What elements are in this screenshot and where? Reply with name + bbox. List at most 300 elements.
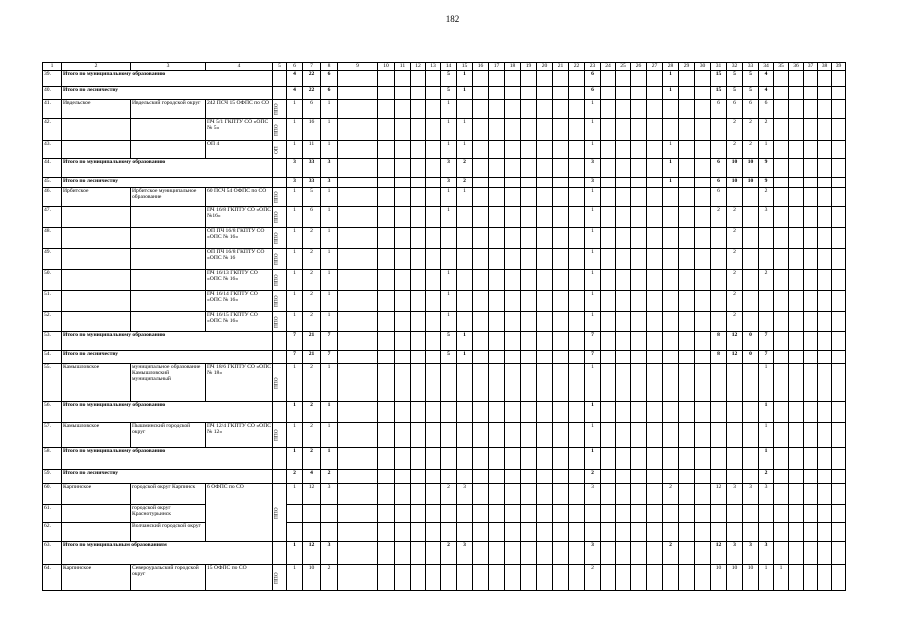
value-cell-14 [441,470,457,484]
value-cell-34: 1 [759,423,774,448]
value-cell-14: 1 [441,312,457,332]
value-cell-7: 33 [303,178,321,188]
value-cell-29 [679,484,695,505]
value-cell-25 [616,188,631,207]
table-row [43,364,846,402]
value-cell-13 [426,423,441,448]
value-cell-37 [804,332,818,351]
value-cell-38 [818,178,832,188]
value-cell-10 [378,484,395,505]
header-cell-30: 30 [695,63,711,71]
value-cell-33 [743,423,759,448]
value-cell-26 [631,207,647,228]
value-cell-21 [553,505,569,523]
value-cell-35 [774,291,789,312]
value-cell-13 [426,291,441,312]
value-cell-28 [663,291,679,312]
value-cell-36 [789,249,804,270]
value-cell-17 [489,484,505,505]
value-cell-28 [663,423,679,448]
table-row [43,207,846,228]
cell-5 [273,542,287,565]
value-cell-15 [457,523,473,542]
value-cell-20 [537,542,553,565]
value-cell-32: 2 [727,228,743,249]
header-cell-38: 38 [818,63,832,71]
value-cell-38 [818,141,832,159]
value-cell-28 [663,505,679,523]
value-cell-17 [489,523,505,542]
value-cell-16 [473,364,489,402]
municipality-name: муниципальное образование Камышловский муниципальный [131,364,206,402]
unit-type: ППО [273,270,287,291]
value-cell-9 [338,523,378,542]
value-cell-24 [601,523,616,542]
value-cell-28 [663,351,679,364]
page-number: 182 [445,14,460,24]
value-cell-6: 1 [287,448,303,470]
value-cell-25 [616,119,631,141]
value-cell-11 [395,228,411,249]
value-cell-19 [521,423,537,448]
value-cell-36 [789,270,804,291]
value-cell-32: 10 [727,159,743,178]
value-cell-27 [647,351,663,364]
header-cell-4: 4 [206,63,273,71]
value-cell-36 [789,505,804,523]
value-cell-13 [426,364,441,402]
value-cell-23: 3 [585,542,601,565]
value-cell-6: 1 [287,100,303,119]
value-cell-23: 1 [585,141,601,159]
value-cell-28: 2 [663,484,679,505]
value-cell-14: 3 [441,159,457,178]
value-cell-23: 1 [585,402,601,423]
value-cell-23: 2 [585,565,601,591]
table-row [43,470,846,484]
value-cell-6: 7 [287,332,303,351]
value-cell-37 [804,312,818,332]
value-cell-24 [601,71,616,87]
value-cell-27 [647,100,663,119]
value-cell-10 [378,423,395,448]
value-cell-9 [338,207,378,228]
value-cell-27 [647,249,663,270]
value-cell-12 [411,565,426,591]
value-cell-20 [537,141,553,159]
header-cell-35: 35 [774,63,789,71]
table-row [43,141,846,159]
header-cell-10: 10 [378,63,395,71]
value-cell-22 [569,207,585,228]
total-label: Итого по муниципальному образованию [62,402,273,423]
value-cell-9 [338,291,378,312]
row-number: 56. [43,402,62,423]
value-cell-21 [553,523,569,542]
value-cell-30 [695,505,711,523]
value-cell-18 [505,402,521,423]
value-cell-7: 12 [303,484,321,505]
value-cell-11 [395,484,411,505]
value-cell-33: 5 [743,71,759,87]
table-row [43,484,846,505]
value-cell-25 [616,542,631,565]
value-cell-6: 1 [287,364,303,402]
row-number: 46. [43,188,62,207]
value-cell-27 [647,87,663,100]
value-cell-35 [774,87,789,100]
value-cell-17 [489,423,505,448]
value-cell-21 [553,332,569,351]
value-cell-38 [818,71,832,87]
value-cell-35 [774,207,789,228]
value-cell-12 [411,505,426,523]
value-cell-29 [679,364,695,402]
value-cell-15: 3 [457,542,473,565]
value-cell-37 [804,423,818,448]
value-cell-27 [647,364,663,402]
value-cell-33 [743,470,759,484]
header-cell-7: 7 [303,63,321,71]
unit-name: ОП 4 [206,141,273,159]
value-cell-33: 3 [743,542,759,565]
value-cell-14 [441,249,457,270]
value-cell-33: 5 [743,87,759,100]
value-cell-12 [411,228,426,249]
value-cell-31 [711,364,727,402]
value-cell-21 [553,470,569,484]
value-cell-29 [679,100,695,119]
value-cell-20 [537,87,553,100]
value-cell-18 [505,188,521,207]
value-cell-13 [426,188,441,207]
value-cell-34: 1 [759,402,774,423]
value-cell-29 [679,291,695,312]
value-cell-22 [569,228,585,249]
value-cell-8: 1 [321,291,338,312]
value-cell-34 [759,228,774,249]
value-cell-18 [505,542,521,565]
value-cell-28 [663,188,679,207]
value-cell-30 [695,364,711,402]
value-cell-30 [695,470,711,484]
header-cell-20: 20 [537,63,553,71]
value-cell-12 [411,312,426,332]
value-cell-36 [789,565,804,591]
row-number: 64. [43,565,62,591]
value-cell-33: 10 [743,178,759,188]
value-cell-7: 6 [303,100,321,119]
value-cell-8: 2 [321,565,338,591]
value-cell-12 [411,470,426,484]
table-row [43,565,846,591]
row-number: 54. [43,351,62,364]
value-cell-27 [647,448,663,470]
value-cell-10 [378,332,395,351]
value-cell-23: 1 [585,207,601,228]
unit-name: ПЧ 16/13 ГКПТУ СО «ОПС № 16» [206,270,273,291]
value-cell-8: 1 [321,364,338,402]
value-cell-21 [553,312,569,332]
value-cell-11 [395,332,411,351]
value-cell-38 [818,119,832,141]
value-cell-34: 1 [759,448,774,470]
value-cell-8: 1 [321,141,338,159]
value-cell-32: 6 [727,100,743,119]
unit-name: ПЧ 16/14 ГКПТУ СО «ОПС № 16» [206,291,273,312]
value-cell-23: 1 [585,228,601,249]
value-cell-36 [789,423,804,448]
value-cell-31 [711,141,727,159]
value-cell-39 [832,71,846,87]
value-cell-19 [521,228,537,249]
unit-name: ОП ПЧ 16/8 ГКПТУ СО «ОПС № 16 [206,249,273,270]
value-cell-12 [411,249,426,270]
header-cell-24: 24 [601,63,616,71]
value-cell-35 [774,249,789,270]
value-cell-34: 7 [759,332,774,351]
value-cell-36 [789,178,804,188]
value-cell-10 [378,100,395,119]
row-number: 49. [43,249,62,270]
value-cell-6: 1 [287,484,303,505]
value-cell-9 [338,270,378,291]
total-label: Итого по лесничеству [62,351,273,364]
value-cell-11 [395,87,411,100]
value-cell-28 [663,402,679,423]
value-cell-25 [616,312,631,332]
value-cell-24 [601,207,616,228]
row-number: 57. [43,423,62,448]
value-cell-11 [395,100,411,119]
table-row [43,291,846,312]
value-cell-18 [505,87,521,100]
value-cell-13 [426,249,441,270]
value-cell-33: 0 [743,332,759,351]
cell-5 [273,87,287,100]
value-cell-31: 8 [711,351,727,364]
value-cell-27 [647,291,663,312]
value-cell-23: 1 [585,119,601,141]
value-cell-22 [569,402,585,423]
value-cell-27 [647,423,663,448]
value-cell-8: 1 [321,119,338,141]
value-cell-20 [537,470,553,484]
value-cell-30 [695,178,711,188]
value-cell-32: 2 [727,119,743,141]
value-cell-37 [804,364,818,402]
value-cell-22 [569,291,585,312]
value-cell-30 [695,87,711,100]
value-cell-12 [411,188,426,207]
value-cell-8: 1 [321,188,338,207]
value-cell-20 [537,178,553,188]
value-cell-36 [789,228,804,249]
forestry-name [62,141,131,159]
forestry-name [62,119,131,141]
value-cell-11 [395,159,411,178]
value-cell-17 [489,351,505,364]
value-cell-14 [441,423,457,448]
value-cell-26 [631,87,647,100]
value-cell-27 [647,119,663,141]
header-cell-18: 18 [505,63,521,71]
municipality-name [131,312,206,332]
value-cell-13 [426,100,441,119]
value-cell-10 [378,207,395,228]
unit-name: 60 ПСЧ 54 ОФПС по СО [206,188,273,207]
value-cell-27 [647,71,663,87]
row-number: 52. [43,312,62,332]
unit-name: ПЧ 5/1 ГКПТУ СО «ОПС № 5» [206,119,273,141]
municipality-name: Ивдельский городской округ [131,100,206,119]
value-cell-37 [804,228,818,249]
unit-name: ПЧ 16/15 ГКПТУ СО «ОПС № 16» [206,312,273,332]
value-cell-16 [473,565,489,591]
header-cell-8: 8 [321,63,338,71]
total-label: Итого по муниципальному образованию [62,448,273,470]
value-cell-32: 2 [727,249,743,270]
value-cell-17 [489,249,505,270]
municipality-name [131,228,206,249]
value-cell-18 [505,423,521,448]
value-cell-29 [679,207,695,228]
value-cell-33 [743,291,759,312]
value-cell-24 [601,542,616,565]
value-cell-12 [411,523,426,542]
value-cell-15 [457,565,473,591]
value-cell-17 [489,470,505,484]
value-cell-18 [505,119,521,141]
value-cell-18 [505,312,521,332]
value-cell-23: 1 [585,312,601,332]
value-cell-17 [489,87,505,100]
value-cell-8: 1 [321,207,338,228]
value-cell-11 [395,71,411,87]
value-cell-39 [832,100,846,119]
row-number: 55. [43,364,62,402]
table-row [43,159,846,178]
value-cell-19 [521,100,537,119]
value-cell-21 [553,159,569,178]
value-cell-36 [789,207,804,228]
value-cell-9 [338,312,378,332]
value-cell-27 [647,178,663,188]
total-label: Итого по муниципальному образованию [62,159,273,178]
value-cell-18 [505,100,521,119]
value-cell-33 [743,270,759,291]
value-cell-25 [616,332,631,351]
value-cell-28 [663,364,679,402]
value-cell-23: 7 [585,332,601,351]
value-cell-10 [378,565,395,591]
value-cell-34: 2 [759,470,774,484]
value-cell-19 [521,141,537,159]
value-cell-30 [695,249,711,270]
header-cell-34: 34 [759,63,774,71]
value-cell-16 [473,470,489,484]
value-cell-12 [411,141,426,159]
value-cell-22 [569,364,585,402]
value-cell-7: 2 [303,228,321,249]
value-cell-24 [601,423,616,448]
value-cell-16 [473,100,489,119]
value-cell-7: 2 [303,364,321,402]
value-cell-11 [395,141,411,159]
value-cell-12 [411,100,426,119]
value-cell-15: 1 [457,141,473,159]
value-cell-17 [489,228,505,249]
value-cell-31: 6 [711,178,727,188]
value-cell-10 [378,402,395,423]
value-cell-18 [505,178,521,188]
row-number: 42. [43,119,62,141]
value-cell-19 [521,448,537,470]
value-cell-16 [473,484,489,505]
value-cell-22 [569,119,585,141]
table-row [43,188,846,207]
value-cell-21 [553,402,569,423]
value-cell-38 [818,505,832,523]
value-cell-32: 2 [727,207,743,228]
value-cell-21 [553,448,569,470]
value-cell-15: 2 [457,159,473,178]
value-cell-9 [338,100,378,119]
value-cell-35 [774,402,789,423]
value-cell-35 [774,119,789,141]
value-cell-20 [537,484,553,505]
value-cell-15 [457,291,473,312]
value-cell-35 [774,351,789,364]
value-cell-28: 1 [663,159,679,178]
value-cell-30 [695,565,711,591]
value-cell-14 [441,364,457,402]
value-cell-28 [663,312,679,332]
value-cell-26 [631,188,647,207]
row-number: 51. [43,291,62,312]
total-label: Итого по муниципальному образованию [62,332,273,351]
row-number: 61. [43,505,62,523]
unit-name: ПЧ 12/4 ГКПТУ СО «ОПС № 12» [206,423,273,448]
value-cell-37 [804,565,818,591]
value-cell-38 [818,448,832,470]
value-cell-28: 1 [663,178,679,188]
unit-name: ОП ПЧ 16/8 ГКПТУ СО «ОПС № 16» [206,228,273,249]
value-cell-7: 33 [303,159,321,178]
value-cell-29 [679,448,695,470]
value-cell-35 [774,100,789,119]
value-cell-16 [473,188,489,207]
value-cell-31 [711,423,727,448]
value-cell-7: 2 [303,448,321,470]
value-cell-26 [631,141,647,159]
value-cell-35 [774,448,789,470]
header-cell-26: 26 [631,63,647,71]
value-cell-33: 3 [743,484,759,505]
value-cell-8: 1 [321,448,338,470]
value-cell-33 [743,312,759,332]
table-row [43,87,846,100]
value-cell-38 [818,188,832,207]
municipality-name: Ирбитское муниципальное образование [131,188,206,207]
value-cell-34: 1 [759,141,774,159]
row-number: 59. [43,470,62,484]
value-cell-28 [663,523,679,542]
municipality-name [131,291,206,312]
value-cell-19 [521,291,537,312]
value-cell-39 [832,207,846,228]
value-cell-37 [804,523,818,542]
